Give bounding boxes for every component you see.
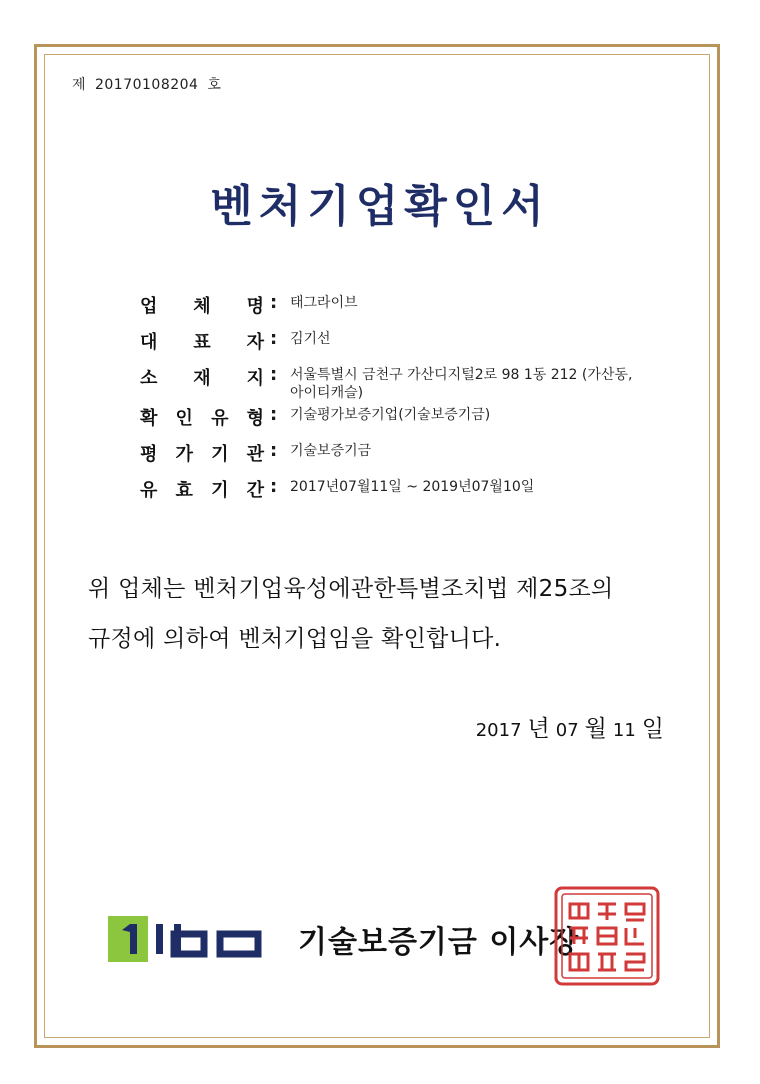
colon: :: [270, 440, 278, 461]
info-row-company: [140, 292, 700, 328]
info-value: 기술평가보증기업(기술보증기금): [290, 407, 491, 423]
info-value: [290, 364, 632, 402]
number-prefix: 제: [72, 77, 87, 93]
issuer-footer: [108, 916, 579, 962]
info-row-validity: [140, 476, 700, 512]
statement-line-1: 위 업체는 벤처기업육성에관한특별조치법 제25조의: [88, 576, 614, 602]
issuer-name: 기술보증기금 이사장: [298, 925, 580, 960]
info-row-representative: [140, 328, 700, 364]
info-table: [140, 292, 700, 512]
address-line-1: 서울특별시 금천구 가산디지털2로 98 1동 212 (가산동,: [290, 367, 633, 383]
address-line-2: 아이티캐슬): [290, 385, 364, 401]
info-row-type: [140, 404, 700, 440]
info-value: 태그라이브: [290, 295, 358, 311]
colon: :: [270, 476, 278, 497]
info-label: 확 인 유 형: [140, 408, 264, 429]
info-row-address: [140, 364, 700, 404]
colon: :: [270, 328, 278, 349]
issue-year: 2017: [475, 720, 522, 741]
statement-line-2: 규정에 의하여 벤처기업임을 확인합니다.: [88, 626, 502, 652]
info-label: 대 표 자: [140, 332, 264, 353]
year-unit: 년: [527, 716, 550, 742]
issue-month: 07: [555, 720, 579, 741]
info-label: 업 체 명: [140, 296, 264, 317]
info-value: 2017년07월11일 ~ 2019년07월10일: [290, 479, 535, 495]
statement-text: [88, 564, 688, 664]
official-seal-icon: [552, 884, 662, 988]
info-label: 평 가 기 관: [140, 444, 264, 465]
number-suffix: 호: [207, 77, 222, 93]
colon: :: [270, 364, 278, 385]
info-value: 김기선: [290, 331, 331, 347]
number-value: 20170108204: [94, 77, 199, 93]
info-label: 유 효 기 간: [140, 480, 264, 501]
certificate-title: 벤처기업확인서: [210, 181, 550, 232]
day-unit: 일: [641, 716, 664, 742]
colon: :: [270, 404, 278, 425]
certificate-number: [72, 74, 221, 94]
info-label: 소 재 지: [140, 368, 264, 389]
info-value: 기술보증기금: [290, 443, 372, 459]
kibo-logo: [108, 916, 278, 962]
kibo-logo-icon: [108, 916, 278, 962]
colon: :: [270, 292, 278, 313]
info-row-agency: [140, 440, 700, 476]
issue-date: [476, 710, 664, 743]
month-unit: 월: [584, 716, 607, 742]
issue-day: 11: [612, 720, 636, 741]
